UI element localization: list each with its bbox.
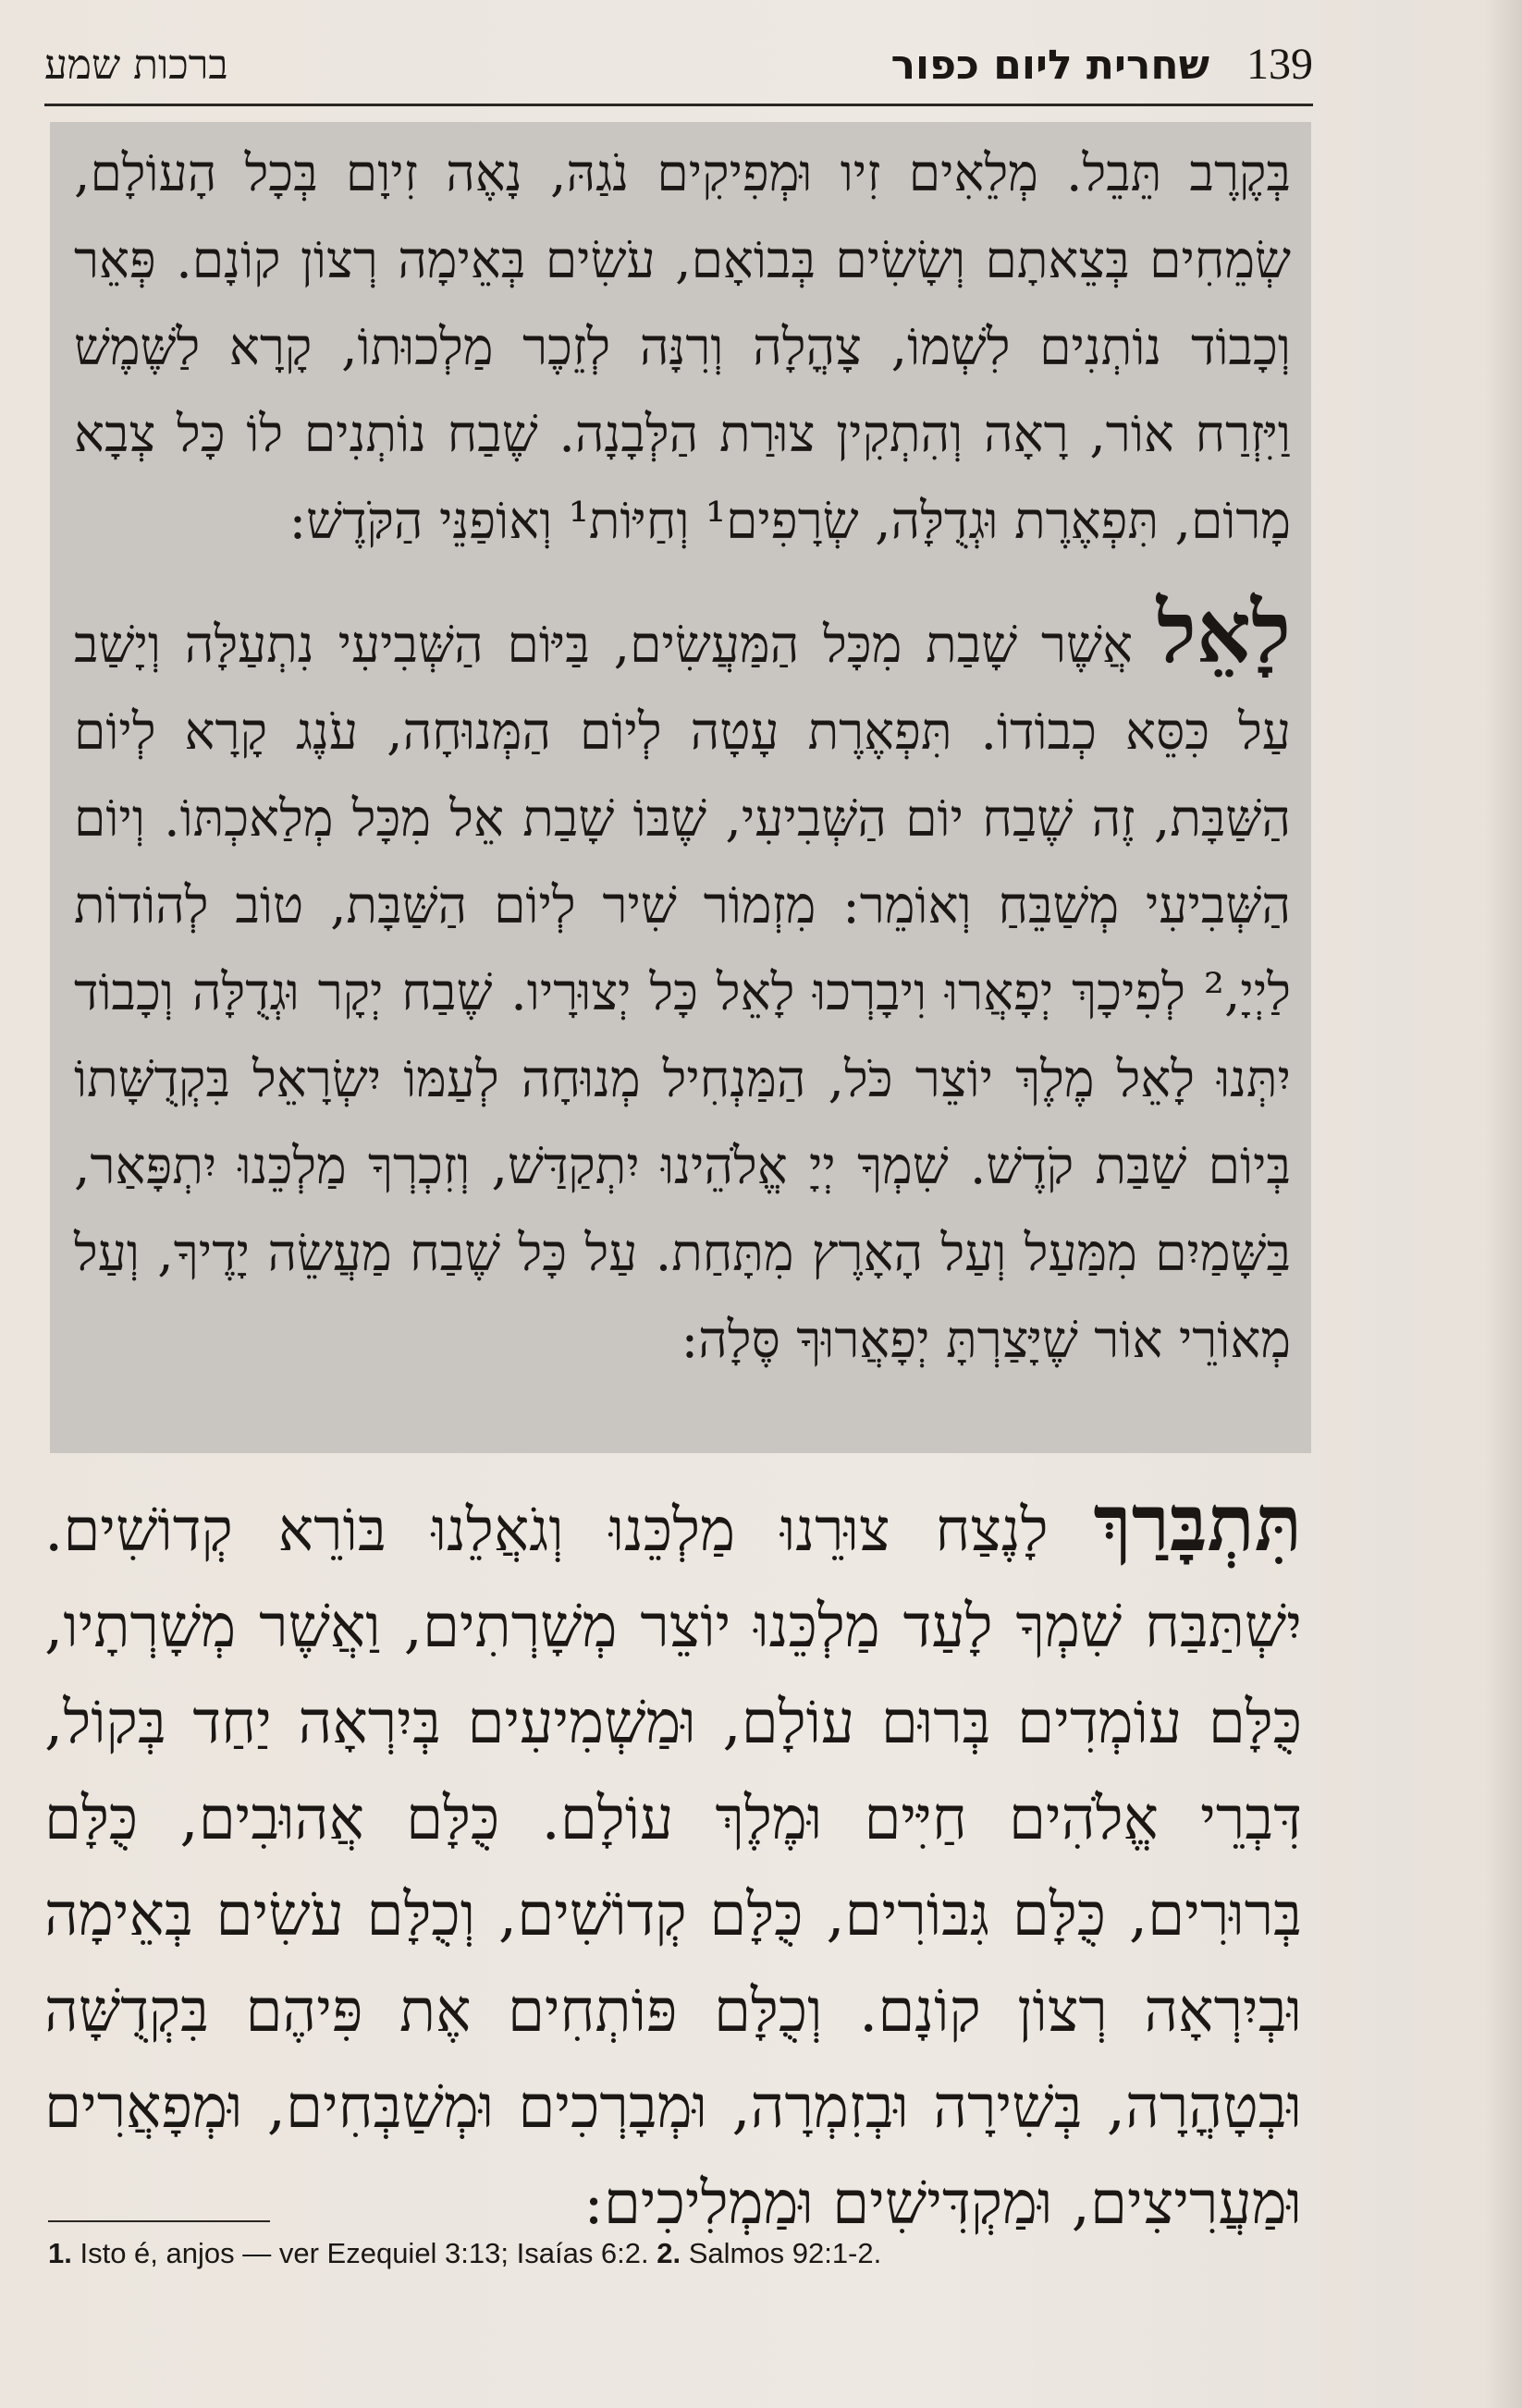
header-rule: [44, 104, 1313, 106]
shaded-passage: [74, 129, 1291, 1383]
passage-paragraph-1: בְּקֶרֶב תֵּבֵל. מְלֵאִים זִיו וּמְפִיקִים נֹגַהּ, נָאֶה זִיוָם בְּכָל הָעוֹלָם, שְׂמֵחִים בְּצֵאתָם וְשָׂשִׂים בְּבוֹאָם, עֹשִׂים בְּאֵימָה רְצוֹן קוֹנָם. פְּאֵר וְכָבוֹד נוֹתְנִים לִשְׁמוֹ, צָהֳלָה וְרִנָּה לְזֵכֶר מַלְכוּתוֹ, קָרָא לַשֶּׁמֶשׁ וַיִּזְרַח אוֹר, רָאָה וְהִתְקִין צוּרַת הַלְּבָנָה. שֶׁבַח נוֹתְנִים לוֹ כָּל צְבָא מָרוֹם, תִּפְאֶרֶת וּגְדֻלָּה, שְׂרָפִים¹ וְחַיּוֹת¹ וְאוֹפַנֵּי הַקֹּדֶשׁ:: [74, 143, 1291, 550]
page-number: 139: [1246, 40, 1313, 89]
section-title: ברכות שמע: [44, 42, 228, 89]
footnote-rule: [48, 2220, 270, 2222]
footnote-number-2: 2.: [657, 2237, 681, 2269]
footnote-text-1: Isto é, anjos — ver Ezequiel 3:13; Isaías 6:2.: [71, 2237, 657, 2269]
footnote-number-1: 1.: [48, 2237, 72, 2269]
running-title: שחרית ליום כפור: [890, 42, 1209, 89]
main-prayer-text: [44, 1475, 1302, 2252]
running-head: [44, 39, 1313, 104]
main-paragraph: [44, 1475, 1302, 2252]
footnotes: [48, 2237, 1306, 2270]
drop-initial-word: לָאֵל: [1156, 582, 1291, 682]
main-initial-word: תִּתְבָּרַךְ: [1093, 1477, 1302, 1569]
page-edge-shadow: [1485, 0, 1522, 2408]
passage-paragraph-2-text: אֲשֶׁר שָׁבַת מִכָּל הַמַּעֲשִׂים, בַּיּוֹם הַשְּׁבִיעִי נִתְעַלָּה וְיָשַׁב עַל כִּסֵּא כְבוֹדוֹ. תִּפְאֶרֶת עָטָה לְיוֹם הַמְּנוּחָה, עֹנֶג קָרָא לְיוֹם הַשַּׁבָּת, זֶה שֶׁבַח יוֹם הַשְּׁבִיעִי, שֶׁבּוֹ שָׁבַת אֵל מִכָּל מְלַאכְתּוֹ. וְיוֹם הַשְּׁבִיעִי מְשַׁבֵּחַ וְאוֹמֵר: מִזְמוֹר שִׁיר לְיוֹם הַשַּׁבָּת, טוֹב לְהוֹדוֹת לַיְיָ,² לְפִיכָךְ יְפָאֲרוּ וִיבָרְכוּ לָאֵל כָּל יְצוּרָיו. שֶׁבַח יְקָר וּגְדֻלָּה וְכָבוֹד יִתְּנוּ לָאֵל מֶלֶךְ יוֹצֵר כֹּל, הַמַּנְחִיל מְנוּחָה לְעַמּוֹ יִשְׂרָאֵל בִּקְדֻשָּׁתוֹ בְּיוֹם שַׁבַּת קֹדֶשׁ. שִׁמְךָ יְיָ אֱלֹהֵינוּ יִתְקַדַּשׁ, וְזִכְרְךָ מַלְכֵּנוּ יִתְפָּאַר, בַּשָּׁמַיִם מִמַּעַל וְעַל הָאָרֶץ מִתָּחַת. עַל כָּל שֶׁבַח מַעֲשֵׂה יָדֶיךָ, וְעַל מְאוֹרֵי אוֹר שֶׁיָּצַרְתָּ יְפָאֲרוּךָ סֶּלָה:: [74, 615, 1291, 1369]
passage-paragraph-2: [74, 582, 1291, 1383]
footnote-text-2: Salmos 92:1-2.: [681, 2237, 882, 2269]
main-paragraph-text: לָנֶצַח צוּרֵנוּ מַלְכֵּנוּ וְגֹאֲלֵנוּ בּוֹרֵא קְדוֹשִׁים. יִשְׁתַּבַּח שִׁמְךָ לָעַד מַלְכֵּנוּ יוֹצֵר מְשָׁרְתִים, וַאֲשֶׁר מְשָׁרְתָיו, כֻּלָּם עוֹמְדִים בְּרוּם עוֹלָם, וּמַשְׁמִיעִים בְּיִרְאָה יַחַד בְּקוֹל, דִּבְרֵי אֱלֹהִים חַיִּים וּמֶלֶךְ עוֹלָם. כֻּלָּם אֲהוּבִים, כֻּלָּם בְּרוּרִים, כֻּלָּם גִּבּוֹרִים, כֻּלָּם קְדוֹשִׁים, וְכֻלָּם עֹשִׂים בְּאֵימָה וּבְיִרְאָה רְצוֹן קוֹנָם. וְכֻלָּם פּוֹתְחִים אֶת פִּיהֶם בִּקְדֻשָּׁה וּבְטָהֳרָה, בְּשִׁירָה וּבְזִמְרָה, וּמְבָרְכִים וּמְשַׁבְּחִים, וּמְפָאֲרִים וּמַעֲרִיצִים, וּמַקְדִּישִׁים וּמַמְלִיכִים:: [44, 1497, 1303, 2238]
